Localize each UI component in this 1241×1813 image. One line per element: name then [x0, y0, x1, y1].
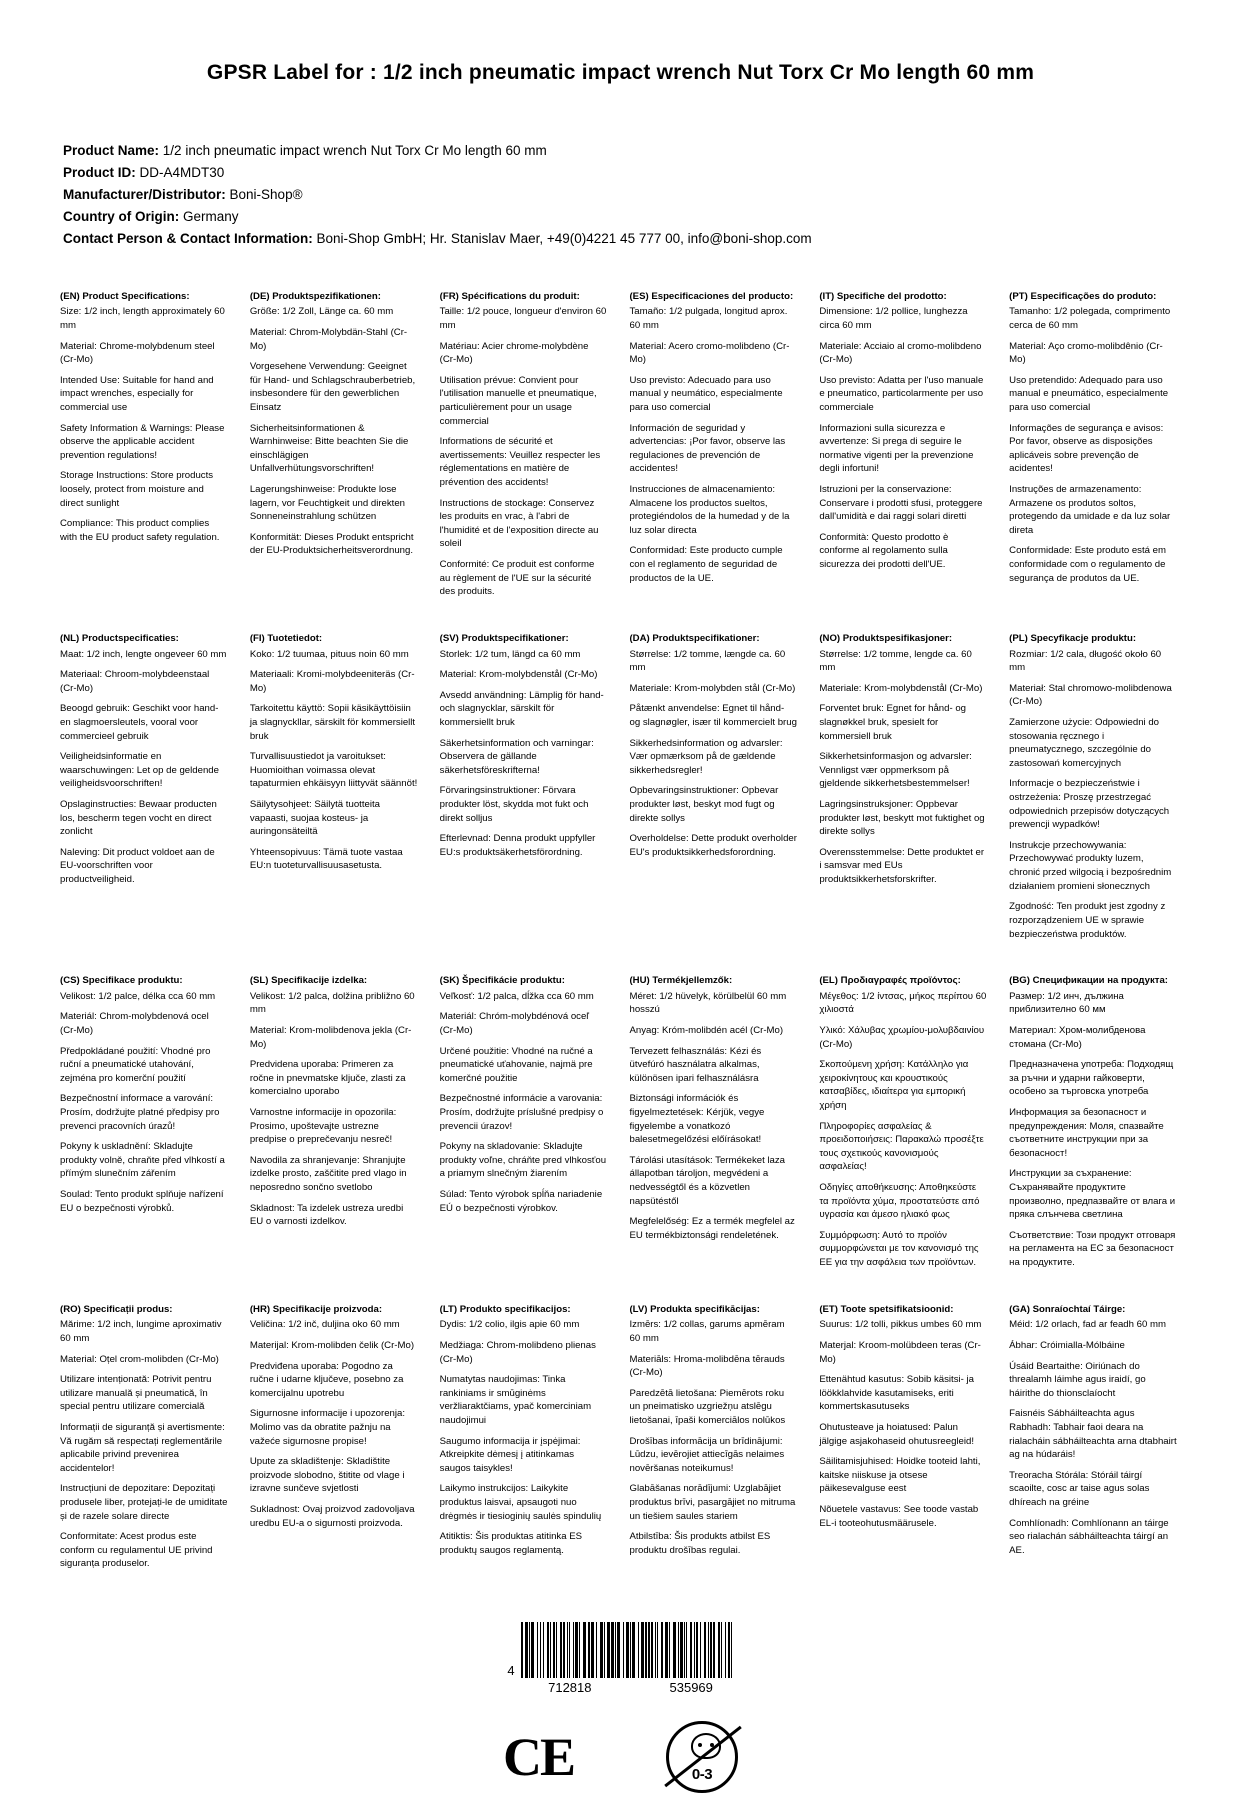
language-spec-paragraph: Súlad: Tento výrobok spĺňa nariadenie EÚ o bezpečnosti výrobkov. — [439, 1189, 603, 1214]
language-spec-paragraph: Materiál: Chrom-molybdenová ocel (Cr-Mo) — [60, 1011, 209, 1036]
language-spec-paragraph: Uso previsto: Adecuado para uso manual y neumático, especialmente para uso comercial — [629, 374, 783, 413]
language-spec-block — [819, 290, 991, 632]
language-spec-block — [60, 1303, 232, 1604]
language-spec-paragraph: Conformidad: Este producto cumple con el reglamento de seguridad de productos de la UE. — [629, 545, 783, 584]
language-spec-paragraph: Conformidade: Este produto está em conformidade com o regulamento de segurança de produtos da UE. — [1009, 545, 1166, 584]
country-label: Country of Origin: — [63, 209, 180, 225]
language-spec-paragraph: Veľkosť: 1/2 palca, dĺžka cca 60 mm — [439, 990, 594, 1002]
language-spec-paragraph: Instrucțiuni de depozitare: Depozitați produsele liber, protejați-le de umiditate și de razele solare directe — [60, 1483, 228, 1522]
language-spec-paragraph: Laikymo instrukcijos: Laikykite produktus laisvai, apsaugoti nuo drėgmės ir tiesioginių saulės spindulių — [439, 1483, 602, 1522]
language-spec-paragraph: Uso previsto: Adatta per l'uso manuale e pneumatico, particolarmente per uso commerciale — [819, 374, 984, 413]
language-spec-paragraph: Συμμόρφωση: Αυτό το προϊόν συμμορφώνεται με τον κανονισμό της ΕΕ για την ασφάλεια των προϊόντων. — [819, 1229, 979, 1269]
language-spec-paragraph: Tárolási utasítások: Termékeket laza állapotban tároljon, megvédeni a nedvességtől és a közvetlen napsütéstől — [629, 1154, 786, 1207]
language-spec-paragraph: Material: Krom-molibdenova jekla (Cr-Mo) — [249, 1024, 412, 1050]
product-metadata — [63, 140, 1181, 249]
language-spec-paragraph: Dimensione: 1/2 pollice, lunghezza circa 60 mm — [819, 306, 968, 331]
product-name-label: Product Name: — [63, 143, 160, 159]
language-spec-paragraph: Materiale: Krom-molybdenstål (Cr-Mo) — [819, 682, 983, 694]
language-spec-paragraph: Sigurnosne informacije i upozorenja: Molimo vas da obratite pažnju na važeće sigurnosne propise! — [249, 1408, 406, 1447]
barcode-bars — [521, 1622, 734, 1678]
language-spec-block — [60, 290, 232, 632]
language-spec-paragraph: Информация за безопасност и предупреждения: Моля, спазвайте съответните инструкции при за безопасност! — [1009, 1106, 1164, 1159]
language-spec-paragraph: Upute za skladištenje: Skladištite proizvode slobodno, štitite od vlage i izravne sunčeve svjetlosti — [249, 1456, 405, 1495]
language-spec-block — [629, 632, 801, 974]
language-spec-heading: (HU) Termékjellemzők: — [629, 975, 733, 987]
language-spec-paragraph: Tamanho: 1/2 polegada, comprimento cerca de 60 mm — [1009, 306, 1171, 331]
language-spec-paragraph: Konformität: Dieses Produkt entspricht der EU-Produktsicherheitsverordnung. — [249, 531, 414, 557]
language-spec-paragraph: Velikost: 1/2 palca, dolžina približno 60 mm — [249, 990, 415, 1016]
language-spec-paragraph: Navodila za shranjevanje: Shranjujte izdelke prosto, zaščitite pred vlago in neposredno sončno svetlobo — [249, 1154, 407, 1194]
language-spec-paragraph: Taille: 1/2 pouce, longueur d'environ 60 mm — [439, 306, 607, 331]
language-spec-paragraph: Overholdelse: Dette produkt overholder EU's produktsikkerhedsforordning. — [629, 833, 797, 858]
language-spec-heading: (FR) Spécifications du produit: — [439, 290, 580, 302]
language-spec-block — [250, 974, 422, 1303]
barcode-leading-digit: 4 — [507, 1663, 515, 1679]
language-spec-paragraph: Safety Information & Warnings: Please observe the applicable accident prevention regulations! — [60, 422, 225, 461]
country-row — [63, 206, 1181, 228]
language-spec-heading: (LV) Produkta specifikācijas: — [629, 1303, 760, 1315]
language-spec-paragraph: Storlek: 1/2 tum, längd ca 60 mm — [439, 648, 581, 660]
language-spec-heading: (NL) Productspecificaties: — [60, 632, 179, 644]
language-spec-paragraph: Οδηγίες αποθήκευσης: Αποθηκεύστε τα προϊόντα χύμα, προστατεύστε από υγρασία και άμεσο ηλιακό φως — [819, 1182, 980, 1221]
language-spec-paragraph: Ohutusteave ja hoiatused: Palun jälgige asjakohaseid ohutusreegleid! — [819, 1421, 975, 1447]
language-spec-paragraph: Πληροφορίες ασφαλείας & προειδοποιήσεις: Παρακαλώ προσέξτε τους σχετικούς κανονισμούς ασφαλείας! — [819, 1120, 984, 1173]
page-title: GPSR Label for : 1/2 inch pneumatic impact wrench Nut Torx Cr Mo length 60 mm — [206, 61, 1035, 84]
language-spec-paragraph: Материал: Хром-молибденова стомана (Cr-Mo) — [1009, 1024, 1146, 1050]
language-spec-paragraph: Suurus: 1/2 tolli, pikkus umbes 60 mm — [819, 1319, 982, 1331]
manufacturer-label: Manufacturer/Distributor: — [63, 187, 226, 203]
product-name-value: 1/2 inch pneumatic impact wrench Nut Torx Cr Mo length 60 mm — [162, 143, 547, 159]
language-spec-paragraph: Opslaginstructies: Bewaar producten los, bescherm tegen vocht en direct zonlicht — [60, 799, 217, 838]
language-spec-block — [819, 632, 991, 974]
language-spec-heading: (PT) Especificações do produto: — [1009, 290, 1157, 302]
product-id-row — [63, 162, 1181, 184]
language-spec-paragraph: Pokyny k uskladnění: Skladujte produkty volně, chraňte před vlhkostí a přímým slunečním zářením — [60, 1141, 225, 1180]
language-spec-paragraph: Uso pretendido: Adequado para uso manual e pneumático, especialmente para uso comercial — [1009, 374, 1169, 413]
language-spec-heading: (DE) Produktspezifikationen: — [249, 290, 381, 302]
language-spec-paragraph: Naleving: Dit product voldoet aan de EU-voorschriften voor productveiligheid. — [60, 846, 215, 886]
product-id-label: Product ID: — [63, 165, 136, 181]
language-spec-paragraph: Инструкции за съхранение: Съхранявайте продуктите произволно, предпазвайте от влага и пряка слънчева светлина — [1009, 1168, 1176, 1221]
language-spec-paragraph: Säilytysohjeet: Säilytä tuotteita vapaasti, suojaa kosteus- ja auringonsäteiltä — [249, 799, 380, 838]
language-spec-heading: (PL) Specyfikacje produktu: — [1009, 632, 1137, 644]
language-spec-paragraph: Conformité: Ce produit est conforme au règlement de l'UE sur la sécurité des produits. — [439, 559, 595, 598]
language-spec-paragraph: Lagerungshinweise: Produkte lose lagern, vor Feuchtigkeit und direkten Sonneneinstrahlung schützen — [249, 484, 406, 523]
language-spec-paragraph: Vorgesehene Verwendung: Geeignet für Hand- und Schlagschrauberbetrieb, insbesondere für den gewerblichen Einsatz — [249, 361, 416, 413]
language-spec-paragraph: Съответствие: Този продукт отговаря на регламента на ЕС за безопасност на продуктите. — [1009, 1229, 1176, 1269]
language-spec-paragraph: Medžiaga: Chrom-molibdeno plienas (Cr-Mo) — [439, 1339, 596, 1365]
language-spec-paragraph: Materijal: Krom-molibden čelik (Cr-Mo) — [249, 1339, 415, 1351]
language-spec-paragraph: Størrelse: 1/2 tomme, lengde ca. 60 mm — [819, 648, 972, 674]
language-spec-paragraph: Σκοπούμενη χρήση: Κατάλληλο για χειροκίνητους και κρουστικούς κατσαβίδες, ιδιαίτερα για εμπορική χρήση — [819, 1059, 969, 1111]
language-spec-paragraph: Nõuetele vastavus: See toode vastab EL-i tooteohutusmäärusele. — [819, 1504, 979, 1529]
barcode — [507, 1622, 733, 1678]
language-spec-block — [440, 1303, 612, 1604]
language-spec-paragraph: Sikkerhedsinformation og advarsler: Vær opmærksom på de gældende sikkerhedsregler! — [629, 737, 783, 776]
language-spec-paragraph: Matériau: Acier chrome-molybdène (Cr-Mo) — [439, 340, 589, 366]
language-spec-paragraph: Material: Oțel crom-molibden (Cr-Mo) — [60, 1353, 219, 1365]
product-name-row — [63, 140, 1181, 162]
language-spec-paragraph: Sukladnost: Ovaj proizvod zadovoljava uredbu EU-a o sigurnosti proizvoda. — [249, 1504, 415, 1529]
language-spec-paragraph: Skladnost: Ta izdelek ustreza uredbi EU o varnosti izdelkov. — [249, 1202, 404, 1228]
language-spec-paragraph: Anyag: Króm-molibdén acél (Cr-Mo) — [629, 1024, 784, 1036]
language-spec-paragraph: Conformitate: Acest produs este conform cu regulamentul UE privind siguranța produselor. — [60, 1531, 213, 1570]
language-spec-paragraph: Material: Acero cromo-molibdeno (Cr-Mo) — [629, 340, 790, 366]
language-spec-paragraph: Compliance: This product complies with the EU product safety regulation. — [60, 518, 220, 543]
language-spec-paragraph: Materiaal: Chroom-molybdeenstaal (Cr-Mo) — [60, 669, 210, 694]
language-spec-paragraph: Lagringsinstruksjoner: Oppbevar produkter løst, beskytt mot fuktighet og direkte sollys — [819, 799, 985, 838]
language-spec-block — [250, 1303, 422, 1604]
language-spec-paragraph: Material: Krom-molybdenstål (Cr-Mo) — [439, 669, 598, 681]
language-spec-paragraph: Méid: 1/2 orlach, fad ar feadh 60 mm — [1009, 1319, 1166, 1331]
language-spec-paragraph: Maat: 1/2 inch, lengte ongeveer 60 mm — [60, 648, 227, 660]
language-spec-paragraph: Materiale: Krom-molybden stål (Cr-Mo) — [629, 682, 796, 694]
language-spec-paragraph: Veiligheidsinformatie en waarschuwingen: Let op de geldende veiligheidsvoorschriften! — [60, 751, 219, 790]
language-spec-paragraph: Säkerhetsinformation och varningar: Observera de gällande säkerhetsföreskrifterna! — [439, 737, 594, 776]
language-spec-heading: (SV) Produktspecifikationer: — [439, 632, 569, 644]
language-spec-block — [1009, 632, 1181, 974]
language-spec-paragraph: Size: 1/2 inch, length approximately 60 mm — [60, 306, 225, 331]
language-spec-paragraph: Instrucciones de almacenamiento: Almacene los productos sueltos, protegiéndolos de la humedad y de la luz solar directa — [629, 484, 790, 536]
language-spec-paragraph: Istruzioni per la conservazione: Conservare i prodotti sfusi, proteggere dall'umidità e dai raggi solari diretti — [819, 484, 983, 523]
language-spec-block — [819, 1303, 991, 1604]
language-spec-paragraph: Conformità: Questo prodotto è conforme al regolamento sulla sicurezza dei prodotti dell'UE. — [819, 531, 949, 571]
language-spec-heading: (ES) Especificaciones del producto: — [629, 290, 794, 302]
language-spec-block — [250, 290, 422, 632]
manufacturer-value: Boni-Shop® — [229, 187, 303, 203]
language-spec-paragraph: Información de seguridad y advertencias: ¡Por favor, observe las regulaciones de prevención de accidentes! — [629, 422, 786, 475]
language-spec-paragraph: Tarkoitettu käyttö: Sopii käsikäyttöisiin ja slagnyckllar, särskilt för kommersiellt bruk — [249, 703, 416, 742]
language-spec-paragraph: Soulad: Tento produkt splňuje nařízení EU o bezpečnosti výrobků. — [60, 1189, 224, 1214]
language-spec-paragraph: Storage Instructions: Store products loosely, protect from moisture and direct sunlight — [60, 470, 214, 509]
language-spec-paragraph: Yhteensopivuus: Tämä tuote vastaa EU:n tuoteturvallisuusasetusta. — [249, 846, 403, 872]
language-spec-heading: (LT) Produkto specifikacijos: — [439, 1303, 571, 1315]
language-spec-block — [60, 974, 232, 1303]
language-spec-paragraph: Materiāls: Hroma-molibdēna tērauds (Cr-Mo) — [629, 1353, 785, 1379]
language-spec-paragraph: Materjal: Kroom-molübdeen teras (Cr-Mo) — [819, 1339, 981, 1365]
language-spec-heading: (NO) Produktspesifikasjoner: — [819, 632, 953, 644]
barcode-left-group: 712818 — [548, 1680, 592, 1696]
language-spec-paragraph: Zamierzone użycie: Odpowiedni do stosowania ręcznego i pneumatycznego, szczególnie do zastosowań komercyjnych — [1009, 716, 1160, 769]
language-spec-block — [1009, 290, 1181, 632]
language-spec-paragraph: Instrukcje przechowywania: Przechowywać produkty luzem, chronić przed wilgocią i bezpośrednim działaniem promieni słonecznych — [1009, 839, 1172, 892]
country-value: Germany — [183, 209, 239, 225]
language-spec-paragraph: Tamaño: 1/2 pulgada, longitud aprox. 60 mm — [629, 306, 788, 331]
language-spec-paragraph: Určené použitie: Vhodné na ručné a pneumatické uťahovanie, najmä pre komerčné použitie — [439, 1045, 593, 1084]
language-spec-paragraph: Sikkerhetsinformasjon og advarsler: Vennligst vær oppmerksom på gjeldende sikkerhetsbestemmelser! — [819, 751, 972, 790]
language-spec-block — [819, 974, 991, 1303]
language-spec-heading: (GA) Sonraíochtaí Táirge: — [1009, 1303, 1126, 1315]
language-spec-paragraph: Størrelse: 1/2 tomme, længde ca. 60 mm — [629, 648, 786, 674]
language-spec-paragraph: Utilizare intenționată: Potrivit pentru utilizare manuală și pneumatică, în special pentru utilizare comercială — [60, 1374, 212, 1413]
barcode-numbers — [548, 1680, 713, 1695]
language-spec-heading: (SL) Specifikacije izdelka: — [249, 975, 368, 987]
language-spec-heading: (EL) Προδιαγραφές προϊόντος: — [819, 975, 961, 987]
age-range-label: 0-3 — [691, 1766, 713, 1784]
language-spec-paragraph: Informações de segurança e avisos: Por favor, observe as disposições aplicáveis sobre prevenção de acidentes! — [1009, 422, 1164, 475]
language-spec-paragraph: Informazioni sulla sicurezza e avvertenze: Si prega di seguire le normative vigenti per la prevenzione degli infortuni! — [819, 422, 974, 475]
language-spec-paragraph: Efterlevnad: Denna produkt uppfyller EU:s produktsäkerhetsförordning. — [439, 833, 596, 858]
label-footer — [60, 1622, 1181, 1793]
language-spec-paragraph: Größe: 1/2 Zoll, Länge ca. 60 mm — [249, 306, 394, 318]
language-spec-heading: (EN) Product Specifications: — [60, 290, 190, 302]
language-spec-paragraph: Предназначена употреба: Подходящ за ръчни и ударни гайковерти, особено за търговска употреба — [1009, 1059, 1174, 1098]
contact-value: Boni-Shop GmbH; Hr. Stanislav Maer, +49(0)4221 45 777 00, info@boni-shop.com — [316, 230, 812, 246]
language-spec-paragraph: Material: Aço cromo-molibdênio (Cr-Mo) — [1009, 340, 1163, 366]
language-spec-heading: (IT) Specifiche del prodotto: — [819, 290, 947, 302]
language-spec-block — [60, 632, 232, 974]
language-spec-paragraph: Mărime: 1/2 inch, lungime aproximativ 60 mm — [60, 1319, 222, 1344]
language-spec-paragraph: Utilisation prévue: Convient pour l'utilisation manuelle et pneumatique, particulièrement pour un usage commercial — [439, 374, 597, 427]
language-spec-heading: (RO) Specificații produs: — [60, 1303, 173, 1315]
language-spec-paragraph: Velikost: 1/2 palce, délka cca 60 mm — [60, 990, 216, 1002]
language-spec-paragraph: Размер: 1/2 инч, дължина приблизително 60 мм — [1009, 990, 1124, 1016]
language-spec-paragraph: Intended Use: Suitable for hand and impact wrenches, especially for commercial use — [60, 374, 214, 413]
language-spec-paragraph: Predviđena uporaba: Pogodno za ručne i udarne ključeve, posebno za komercijalnu upotrebu — [249, 1360, 404, 1399]
language-spec-block — [440, 632, 612, 974]
language-spec-paragraph: Forventet bruk: Egnet for hånd- og slagnøkkel bruk, spesielt for kommersiell bruk — [819, 703, 966, 742]
language-spec-paragraph: Rozmiar: 1/2 cala, długość około 60 mm — [1009, 648, 1162, 674]
language-spec-paragraph: Comhlíonadh: Comhlíonann an táirge seo rialachán sábháilteachta táirgí an AE. — [1009, 1517, 1169, 1556]
language-spec-block — [629, 1303, 801, 1604]
language-spec-paragraph: Úsáid Beartaithe: Oiriúnach do threalamh láimhe agus iraidí, go háirithe do thionsclaíocht — [1009, 1360, 1146, 1399]
language-spec-paragraph: Materiál: Chróm-molybdénová oceľ (Cr-Mo) — [439, 1011, 590, 1036]
language-spec-block — [250, 632, 422, 974]
language-spec-block — [440, 290, 612, 632]
language-specifications-grid — [60, 290, 1181, 1604]
language-spec-block — [1009, 974, 1181, 1303]
language-spec-paragraph: Numatytas naudojimas: Tinka rankiniams ir smūginėms veržliaraktčiams, ypač komerciniam naudojimui — [439, 1374, 592, 1426]
language-spec-paragraph: Materiał: Stal chromowo-molibdenowa (Cr-Mo) — [1009, 682, 1172, 708]
language-spec-paragraph: Koko: 1/2 tuumaa, pituus noin 60 mm — [249, 648, 409, 660]
language-spec-paragraph: Förvaringsinstruktioner: Förvara produkter löst, skydda mot fukt och direkt solljus — [439, 785, 589, 824]
language-spec-paragraph: Předpokládané použití: Vhodné pro ruční a pneumatické utahování, zejména pro komerční použití — [60, 1045, 211, 1084]
language-spec-paragraph: Tervezett felhasználás: Kézi és ütvefúró használatra alkalmas, különösen ipari felhasználásra — [629, 1045, 762, 1084]
manufacturer-row — [63, 184, 1181, 206]
language-spec-paragraph: Atbilstība: Šis produkts atbilst ES produktu drošības regulai. — [629, 1531, 771, 1556]
language-spec-paragraph: Varnostne informacije in opozorila: Prosimo, upoštevajte ustrezne predpise o preprečevanju nesreč! — [249, 1106, 397, 1146]
language-spec-paragraph: Materiaali: Kromi-molybdeeniteräs (Cr-Mo) — [249, 669, 415, 694]
language-spec-paragraph: Informacje o bezpieczeństwie i ostrzeżenia: Proszę przestrzegać odpowiednich przepisów dotyczących prewencji wypadków! — [1009, 778, 1170, 831]
language-spec-paragraph: Bezpečnostní informace a varování: Prosím, dodržujte platné předpisy pro prevenci pracovních úrazů! — [60, 1093, 220, 1132]
language-spec-paragraph: Avsedd användning: Lämplig för hand- och slagnycklar, särskilt för kommersiellt bruk — [439, 689, 604, 728]
language-spec-paragraph: Sicherheitsinformationen & Warnhinweise: Bitte beachten Sie die einschlägigen Unfallverhütungsvorschriften! — [249, 422, 409, 475]
language-spec-heading: (ET) Toote spetsifikatsioonid: — [819, 1303, 954, 1315]
language-spec-paragraph: Saugumo informacija ir įspėjimai: Atkreipkite dėmesį į atitinkamas saugos taisykles! — [439, 1435, 581, 1474]
language-spec-paragraph: Biztonsági információk és figyelmeztetések: Kérjük, vegye figyelembe a vonatkozó balesetmegelőzési előírásokat! — [629, 1093, 765, 1146]
language-spec-heading: (FI) Tuotetiedot: — [249, 632, 323, 644]
no-children-under-3-icon — [666, 1721, 738, 1793]
language-spec-paragraph: Material: Chrome-molybdenum steel (Cr-Mo) — [60, 340, 215, 366]
language-spec-paragraph: Izmērs: 1/2 collas, garums apmēram 60 mm — [629, 1319, 785, 1344]
language-spec-paragraph: Dydis: 1/2 colio, ilgis apie 60 mm — [439, 1319, 580, 1331]
language-spec-paragraph: Μέγεθος: 1/2 ίντσας, μήκος περίπου 60 χιλιοστά — [819, 990, 987, 1016]
language-spec-paragraph: Υλικό: Χάλυβας χρωμίου-μολυβδαινίου (Cr-Mo) — [819, 1024, 985, 1050]
language-spec-heading: (SK) Špecifikácie produktu: — [439, 975, 565, 987]
language-spec-paragraph: Glabāšanas norādījumi: Uzglabājiet produktus brīvi, pasargājiet no mitruma un tiešiem saules stariem — [629, 1483, 796, 1522]
language-spec-heading: (CS) Specifikace produktu: — [60, 975, 183, 987]
language-spec-paragraph: Veličina: 1/2 inč, duljina oko 60 mm — [249, 1319, 400, 1331]
language-spec-paragraph: Informations de sécurité et avertissements: Veuillez respecter les réglementations en matière de prévention des accidents! — [439, 436, 601, 489]
language-spec-block — [629, 974, 801, 1303]
language-spec-paragraph: Paredzētā lietošana: Piemērots roku un pneimatisko uzgriežņu atslēgu lietošanai, īpaši komerciālos nolūkos — [629, 1387, 786, 1426]
language-spec-paragraph: Megfelelőség: Ez a termék megfelel az EU termékbiztonsági rendeletének. — [629, 1216, 795, 1241]
language-spec-paragraph: Material: Chrom-Molybdän-Stahl (Cr-Mo) — [249, 326, 408, 352]
language-spec-paragraph: Opbevaringsinstruktioner: Opbevar produkter løst, beskyt mod fugt og direkte sollys — [629, 785, 779, 824]
language-spec-block — [440, 974, 612, 1303]
language-spec-paragraph: Drošības informācija un brīdinājumi: Lūdzu, ievērojiet attiecīgās nelaimes novēršanas noteikumus! — [629, 1435, 785, 1474]
language-spec-paragraph: Instructions de stockage: Conservez les produits en vrac, à l'abri de l'humidité et de l'exposition directe au soleil — [439, 497, 599, 550]
language-spec-paragraph: Bezpečnostné informácie a varovania: Prosím, dodržujte príslušné predpisy o prevencii úrazov! — [439, 1093, 604, 1132]
language-spec-paragraph: Säilitamisjuhised: Hoidke tooteid lahti, kaitske niiskuse ja otsese päikesevalguse eest — [819, 1456, 981, 1495]
ce-mark-icon: CE — [502, 1727, 574, 1788]
product-id-value: DD-A4MDT30 — [139, 165, 225, 181]
language-spec-paragraph: Turvallisuustiedot ja varoitukset: Huomioithan voimassa olevat tapaturmien ehkäisyyn liittyvät säännöt! — [249, 751, 418, 790]
barcode-right-group: 535969 — [669, 1680, 713, 1696]
language-spec-paragraph: Treoracha Stórála: Stóráil táirgí scaoilte, cosc ar taise agus solas dhíreach na gréine — [1009, 1469, 1150, 1508]
language-spec-paragraph: Overensstemmelse: Dette produktet er i samsvar med EUs produktsikkerhetsforskrifter. — [819, 846, 985, 886]
language-spec-paragraph: Instruções de armazenamento: Armazene os produtos soltos, protegendo da umidade e da luz solar direta — [1009, 484, 1171, 536]
language-spec-heading: (BG) Спецификации на продукта: — [1009, 975, 1169, 987]
language-spec-block — [629, 290, 801, 632]
language-spec-paragraph: Atitiktis: Šis produktas atitinka ES produktų saugos reglamentą. — [439, 1531, 583, 1556]
language-spec-paragraph: Beoogd gebruik: Geschikt voor hand- en slagmoersleutels, vooral voor commercieel gebruik — [60, 703, 219, 742]
language-spec-block — [1009, 1303, 1181, 1604]
language-spec-paragraph: Materiale: Acciaio al cromo-molibdeno (Cr-Mo) — [819, 340, 982, 366]
language-spec-paragraph: Ábhar: Cróimialla-Mólbáine — [1009, 1339, 1125, 1351]
language-spec-paragraph: Ettenähtud kasutus: Sobib käsitsi- ja löökklahvide kasutamiseks, eriti kommertskasutuseks — [819, 1374, 974, 1413]
language-spec-paragraph: Faisnéis Sábháilteachta agus Rabhadh: Tabhair faoi deara na rialacháin sábháilteachta arna dtabhairt ag na húdaráis! — [1009, 1408, 1177, 1461]
language-spec-heading: (DA) Produktspecifikationer: — [629, 632, 760, 644]
language-spec-paragraph: Pokyny na skladovanie: Skladujte produkty voľne, chráňte pred vlhkosťou a priamym slnečným žiarením — [439, 1141, 607, 1180]
contact-row — [63, 228, 1181, 250]
language-spec-paragraph: Informații de siguranță și avertismente: Vă rugăm să respectați reglementările aplicabile privind prevenirea accidentelor! — [60, 1421, 225, 1474]
conformity-symbols — [503, 1721, 738, 1793]
language-spec-paragraph: Predvidena uporaba: Primeren za ročne in pnevmatske ključe, zlasti za komercialno uporabo — [249, 1059, 406, 1098]
language-spec-paragraph: Påtænkt anvendelse: Egnet til hånd- og slagnøgler, især til kommercielt brug — [629, 703, 797, 728]
language-spec-paragraph: Zgodność: Ten produkt jest zgodny z rozporządzeniem UE w sprawie bezpieczeństwa produktów. — [1009, 901, 1166, 940]
contact-label: Contact Person & Contact Information: — [63, 230, 313, 246]
language-spec-paragraph: Méret: 1/2 hüvelyk, körülbelül 60 mm hosszú — [629, 990, 787, 1016]
language-spec-heading: (HR) Specifikacije proizvoda: — [249, 1303, 383, 1315]
